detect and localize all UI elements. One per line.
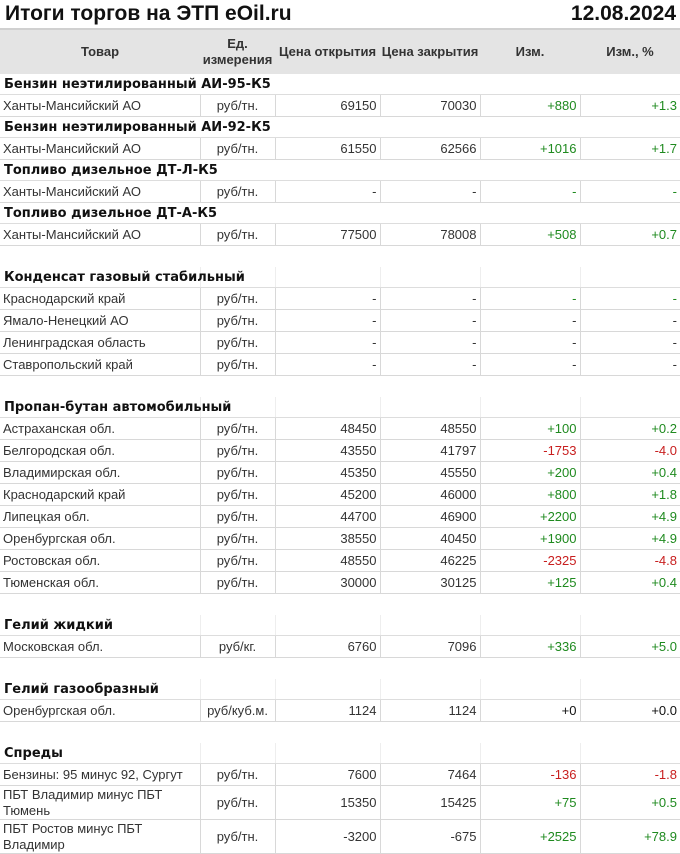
- title-bar: [0, 0, 680, 28]
- table-row: [0, 288, 680, 310]
- unit-cell: руб/тн.: [200, 288, 275, 310]
- region-cell: Московская обл.: [0, 636, 200, 658]
- close-price-cell: 41797: [380, 440, 480, 462]
- change-cell: -: [480, 332, 580, 354]
- change-pct-cell: +1.3: [580, 95, 680, 117]
- col-header-close: Цена закрытия: [380, 29, 480, 74]
- change-pct-cell: +5.0: [580, 636, 680, 658]
- open-price-cell: 77500: [275, 224, 380, 246]
- open-price-cell: -: [275, 288, 380, 310]
- table-row: [0, 332, 680, 354]
- close-price-cell: 46900: [380, 506, 480, 528]
- unit-cell: руб/куб.м.: [200, 700, 275, 722]
- section-header: [0, 117, 680, 138]
- close-price-cell: 46000: [380, 484, 480, 506]
- results-table: [0, 28, 680, 854]
- change-cell: +100: [480, 418, 580, 440]
- section-header: [0, 397, 680, 418]
- change-cell: +800: [480, 484, 580, 506]
- change-cell: -1753: [480, 440, 580, 462]
- col-header-change: Изм.: [480, 29, 580, 74]
- open-price-cell: 15350: [275, 786, 380, 820]
- change-pct-cell: +0.2: [580, 418, 680, 440]
- open-price-cell: 30000: [275, 572, 380, 594]
- unit-cell: руб/тн.: [200, 572, 275, 594]
- section-header: [0, 160, 680, 181]
- unit-cell: руб/тн.: [200, 310, 275, 332]
- change-pct-cell: +0.4: [580, 462, 680, 484]
- unit-cell: руб/тн.: [200, 462, 275, 484]
- change-pct-cell: +4.9: [580, 528, 680, 550]
- close-price-cell: -: [380, 288, 480, 310]
- change-cell: +200: [480, 462, 580, 484]
- change-pct-cell: +78.9: [580, 820, 680, 854]
- change-pct-cell: -4.8: [580, 550, 680, 572]
- unit-cell: руб/тн.: [200, 484, 275, 506]
- report-date: 12.08.2024: [570, 2, 676, 25]
- col-header-change-pct: Изм., %: [580, 29, 680, 74]
- table-row: [0, 354, 680, 376]
- section-title: Гелий жидкий: [0, 615, 200, 636]
- change-cell: +0: [480, 700, 580, 722]
- close-price-cell: 1124: [380, 700, 480, 722]
- close-price-cell: -: [380, 310, 480, 332]
- change-cell: -136: [480, 764, 580, 786]
- table-body: [0, 74, 680, 854]
- region-cell: Владимирская обл.: [0, 462, 200, 484]
- col-header-open: Цена открытия: [275, 29, 380, 74]
- region-cell: ПБТ Владимир минус ПБТ Тюмень: [0, 786, 200, 820]
- unit-cell: руб/тн.: [200, 138, 275, 160]
- change-cell: -: [480, 181, 580, 203]
- section-header: [0, 679, 680, 700]
- section-header: [0, 74, 680, 95]
- table-row: [0, 572, 680, 594]
- change-cell: +1900: [480, 528, 580, 550]
- close-price-cell: 46225: [380, 550, 480, 572]
- change-pct-cell: +4.9: [580, 506, 680, 528]
- close-price-cell: 40450: [380, 528, 480, 550]
- table-row: [0, 418, 680, 440]
- region-cell: Белгородская обл.: [0, 440, 200, 462]
- region-cell: ПБТ Ростов минус ПБТ Владимир: [0, 820, 200, 854]
- open-price-cell: -: [275, 332, 380, 354]
- spacer-row: [0, 658, 680, 680]
- change-pct-cell: +0.7: [580, 224, 680, 246]
- region-cell: Ханты-Мансийский АО: [0, 95, 200, 117]
- region-cell: Ханты-Мансийский АО: [0, 181, 200, 203]
- change-pct-cell: -1.8: [580, 764, 680, 786]
- table-row: [0, 224, 680, 246]
- unit-cell: руб/тн.: [200, 820, 275, 854]
- spacer-row: [0, 594, 680, 616]
- open-price-cell: -: [275, 310, 380, 332]
- change-pct-cell: +1.8: [580, 484, 680, 506]
- change-pct-cell: +0.0: [580, 700, 680, 722]
- region-cell: Ханты-Мансийский АО: [0, 224, 200, 246]
- change-cell: -: [480, 310, 580, 332]
- open-price-cell: 61550: [275, 138, 380, 160]
- close-price-cell: 7464: [380, 764, 480, 786]
- change-cell: +508: [480, 224, 580, 246]
- unit-cell: руб/тн.: [200, 440, 275, 462]
- open-price-cell: -: [275, 354, 380, 376]
- change-cell: +1016: [480, 138, 580, 160]
- close-price-cell: -: [380, 354, 480, 376]
- change-pct-cell: -: [580, 288, 680, 310]
- section-header: [0, 615, 680, 636]
- unit-cell: руб/тн.: [200, 95, 275, 117]
- unit-cell: руб/тн.: [200, 354, 275, 376]
- section-title: Спреды: [0, 743, 200, 764]
- table-row: [0, 550, 680, 572]
- unit-cell: руб/тн.: [200, 764, 275, 786]
- spacer-row: [0, 722, 680, 744]
- section-header: [0, 203, 680, 224]
- open-price-cell: 43550: [275, 440, 380, 462]
- change-cell: -: [480, 354, 580, 376]
- open-price-cell: 44700: [275, 506, 380, 528]
- unit-cell: руб/тн.: [200, 528, 275, 550]
- open-price-cell: -3200: [275, 820, 380, 854]
- section-title: Конденсат газовый стабильный: [0, 267, 200, 288]
- close-price-cell: 62566: [380, 138, 480, 160]
- region-cell: Тюменская обл.: [0, 572, 200, 594]
- close-price-cell: 30125: [380, 572, 480, 594]
- change-pct-cell: +1.7: [580, 138, 680, 160]
- change-cell: +880: [480, 95, 580, 117]
- table-row: [0, 138, 680, 160]
- change-cell: +2200: [480, 506, 580, 528]
- region-cell: Ямало-Ненецкий АО: [0, 310, 200, 332]
- section-title: Гелий газообразный: [0, 679, 200, 700]
- section-title: Топливо дизельное ДТ-А-К5: [0, 203, 680, 224]
- section-title: Пропан-бутан автомобильный: [0, 397, 200, 418]
- open-price-cell: -: [275, 181, 380, 203]
- unit-cell: руб/тн.: [200, 332, 275, 354]
- table-row: [0, 440, 680, 462]
- open-price-cell: 48450: [275, 418, 380, 440]
- close-price-cell: -: [380, 332, 480, 354]
- table-row: [0, 506, 680, 528]
- col-header-product: Товар: [0, 29, 200, 74]
- spacer-row: [0, 246, 680, 268]
- change-pct-cell: -: [580, 310, 680, 332]
- region-cell: Краснодарский край: [0, 288, 200, 310]
- region-cell: Ханты-Мансийский АО: [0, 138, 200, 160]
- close-price-cell: 78008: [380, 224, 480, 246]
- unit-cell: руб/тн.: [200, 506, 275, 528]
- section-header: [0, 267, 680, 288]
- spacer-row: [0, 376, 680, 398]
- table-row: [0, 484, 680, 506]
- change-pct-cell: -: [580, 354, 680, 376]
- unit-cell: руб/тн.: [200, 786, 275, 820]
- page-title: Итоги торгов на ЭТП eOil.ru: [5, 2, 292, 25]
- open-price-cell: 1124: [275, 700, 380, 722]
- region-cell: Астраханская обл.: [0, 418, 200, 440]
- region-cell: Липецкая обл.: [0, 506, 200, 528]
- table-row: [0, 462, 680, 484]
- table-row: [0, 181, 680, 203]
- section-title: Топливо дизельное ДТ-Л-К5: [0, 160, 680, 181]
- change-pct-cell: +0.5: [580, 786, 680, 820]
- section-header: [0, 743, 680, 764]
- table-header: [0, 29, 680, 74]
- table-row: [0, 700, 680, 722]
- close-price-cell: -: [380, 181, 480, 203]
- change-cell: +2525: [480, 820, 580, 854]
- table-row: [0, 310, 680, 332]
- table-row: [0, 528, 680, 550]
- change-cell: +75: [480, 786, 580, 820]
- section-title: Бензин неэтилированный АИ-92-К5: [0, 117, 680, 138]
- change-pct-cell: -: [580, 332, 680, 354]
- open-price-cell: 45200: [275, 484, 380, 506]
- table-row: [0, 786, 680, 820]
- close-price-cell: 7096: [380, 636, 480, 658]
- change-cell: -: [480, 288, 580, 310]
- table-row: [0, 95, 680, 117]
- close-price-cell: 48550: [380, 418, 480, 440]
- unit-cell: руб/тн.: [200, 224, 275, 246]
- unit-cell: руб/тн.: [200, 181, 275, 203]
- table-row: [0, 820, 680, 854]
- region-cell: Ростовская обл.: [0, 550, 200, 572]
- unit-cell: руб/тн.: [200, 550, 275, 572]
- change-pct-cell: -: [580, 181, 680, 203]
- open-price-cell: 38550: [275, 528, 380, 550]
- change-cell: +336: [480, 636, 580, 658]
- close-price-cell: -675: [380, 820, 480, 854]
- change-pct-cell: +0.4: [580, 572, 680, 594]
- unit-cell: руб/кг.: [200, 636, 275, 658]
- open-price-cell: 45350: [275, 462, 380, 484]
- region-cell: Ленинградская область: [0, 332, 200, 354]
- open-price-cell: 48550: [275, 550, 380, 572]
- region-cell: Краснодарский край: [0, 484, 200, 506]
- close-price-cell: 45550: [380, 462, 480, 484]
- open-price-cell: 7600: [275, 764, 380, 786]
- open-price-cell: 6760: [275, 636, 380, 658]
- change-cell: +125: [480, 572, 580, 594]
- open-price-cell: 69150: [275, 95, 380, 117]
- region-cell: Бензины: 95 минус 92, Сургут: [0, 764, 200, 786]
- col-header-unit: Ед. измерения: [200, 29, 275, 74]
- region-cell: Оренбургская обл.: [0, 700, 200, 722]
- region-cell: Оренбургская обл.: [0, 528, 200, 550]
- unit-cell: руб/тн.: [200, 418, 275, 440]
- table-row: [0, 636, 680, 658]
- region-cell: Ставропольский край: [0, 354, 200, 376]
- change-cell: -2325: [480, 550, 580, 572]
- close-price-cell: 15425: [380, 786, 480, 820]
- close-price-cell: 70030: [380, 95, 480, 117]
- table-row: [0, 764, 680, 786]
- section-title: Бензин неэтилированный АИ-95-К5: [0, 74, 680, 95]
- change-pct-cell: -4.0: [580, 440, 680, 462]
